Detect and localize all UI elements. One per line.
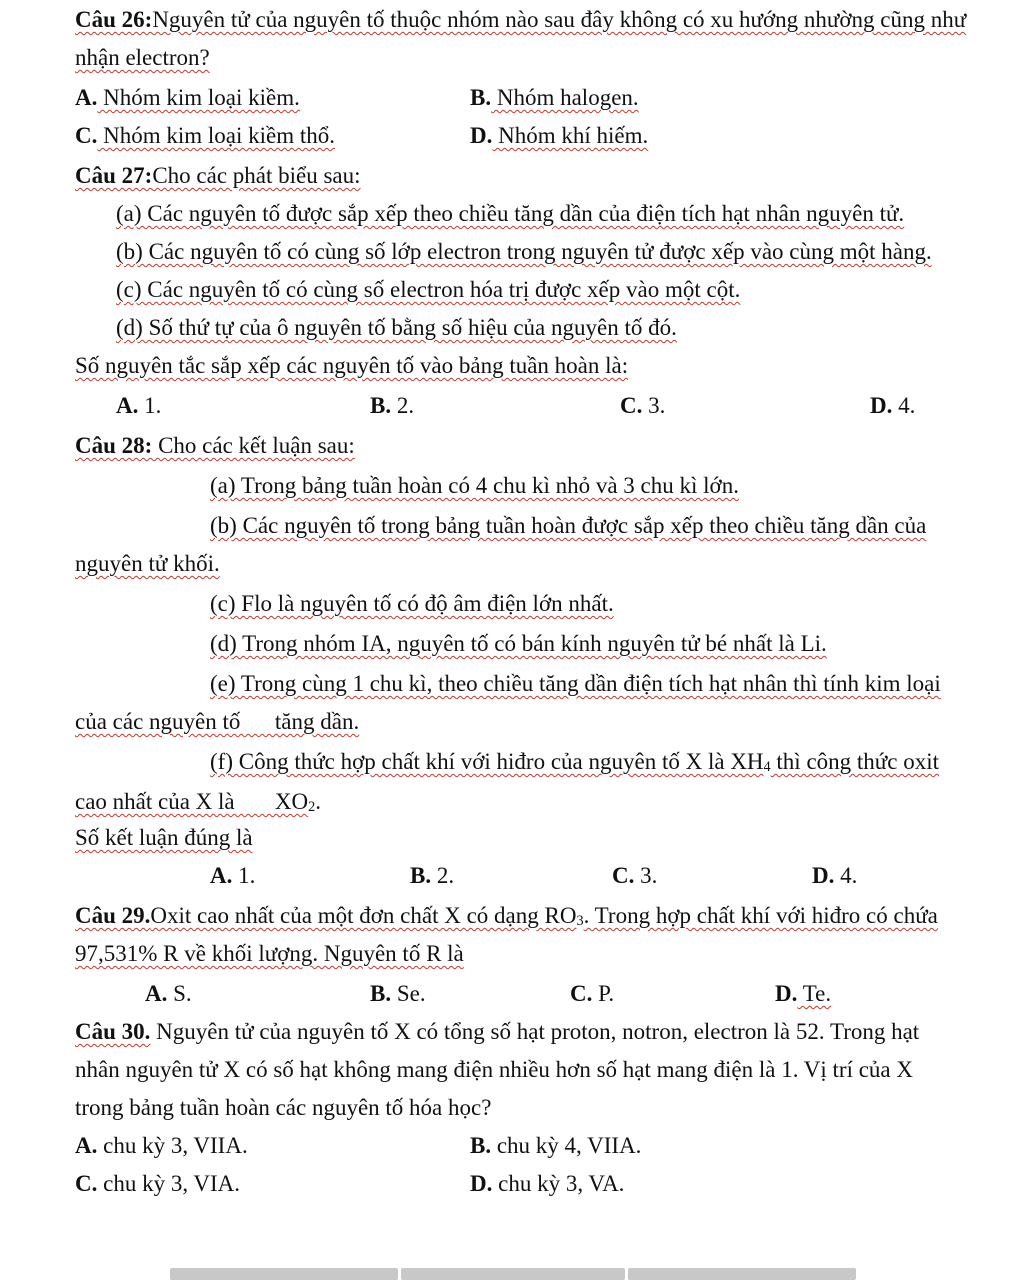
statement-28-e-cont: của các nguyên tố tăng dần. [75,709,360,734]
statement-28-b-cont: nguyên tử khối. [75,551,220,576]
option-26-b: B. Nhóm halogen. [470,85,639,110]
statement-28-f-cont: cao nhất của X là $XO_2$. [75,789,321,816]
question-29-line-1: Câu 29.Oxit cao nhất của một đơn chất X có dạng $RO_3$. Trong hợp chất khí với hiđro có chứa [75,903,938,930]
statement-28-f: (f) Công thức hợp chất khí với hiđro của nguyên tố X là $XH_4$ thì công thức oxit [210,749,940,776]
statement-28-c: (c) Flo là nguyên tố có độ âm điện lớn nhất. [210,591,614,616]
question-26-line-1 [75,8,966,31]
option-28-c: C. 3. [612,863,658,888]
statement-27-c: (c) Các nguyên tố có cùng số electron hóa trị được xếp vào một cột. [116,277,741,302]
page-strip-segment-3[interactable] [628,1268,856,1280]
question-30-line-2: nhân nguyên tử X có số hạt không mang điện nhiều hơn số hạt mang điện là 1. Vị trí của X [75,1057,913,1082]
option-28-d: D. 4. [812,863,858,888]
option-28-a: A. 1. [210,863,256,888]
statement-27-b: (b) Các nguyên tố có cùng số lớp electron trong nguyên tử được xếp vào cùng một hàng. [116,239,932,264]
page-strip-segment-2[interactable] [401,1268,625,1280]
question-26-text: Nguyên tử của nguyên tố thuộc nhóm nào sau đây không có xu hướng nhường cũng như [152,7,967,32]
statement-28-d: (d) Trong nhóm IA, nguyên tố có bán kính nguyên tử bé nhất là Li. [210,631,827,656]
question-27-line-1: Câu 27:Cho các phát biểu sau: [75,163,361,188]
question-30-line-1: Câu 30. Nguyên tử của nguyên tố X có tổng số hạt proton, notron, electron là 52. Trong hạt [75,1019,920,1044]
question-28-line-1: Câu 28: Cho các kết luận sau: [75,433,355,458]
option-27-b: B. 2. [370,393,415,418]
option-27-a: A. 1. [116,393,162,418]
statement-27-a: (a) Các nguyên tố được sắp xếp theo chiều tăng dần của điện tích hạt nhân nguyên tử. [116,201,905,226]
option-30-a: A. chu kỳ 3, VIIA. [75,1133,248,1158]
option-28-b: B. 2. [410,863,455,888]
question-29-line-2: 97,531% R về khối lượng. Nguyên tố R là [75,941,464,966]
statement-27-d: (d) Số thứ tự của ô nguyên tố bằng số hiệu của nguyên tố đó. [116,315,677,340]
option-29-d: D. Te. [775,981,832,1006]
option-30-c: C. chu kỳ 3, VIA. [75,1171,241,1196]
question-28-prompt: Số kết luận đúng là [75,825,253,850]
question-27-number: Câu 27: [75,163,153,188]
statement-28-a: (a) Trong bảng tuần hoàn có 4 chu kì nhỏ và 3 chu kì lớn. [210,473,739,498]
option-26-c: C. Nhóm kim loại kiềm thổ. [75,123,336,148]
question-30-line-3: trong bảng tuần hoàn các nguyên tố hóa học? [75,1095,492,1120]
question-26-line-2: nhận electron? [75,45,210,70]
page-strip-segment-1[interactable] [170,1268,398,1280]
question-30-number: Câu 30. [75,1019,151,1044]
option-30-d: D. chu kỳ 3, VA. [470,1171,625,1196]
option-26-a: A. Nhóm kim loại kiềm. [75,85,300,110]
question-26-number: Câu 26: [75,7,153,32]
option-30-b: B. chu kỳ 4, VIIA. [470,1133,642,1158]
question-29-number: Câu 29. [75,903,151,928]
option-29-c: C. P. [570,981,615,1006]
statement-28-e: (e) Trong cùng 1 chu kì, theo chiều tăng dần điện tích hạt nhân thì tính kim loại [210,671,941,696]
question-27-prompt: Số nguyên tắc sắp xếp các nguyên tố vào bảng tuần hoàn là: [75,353,629,378]
question-28-number: Câu 28: [75,433,153,458]
option-26-d: D. Nhóm khí hiếm. [470,123,649,148]
option-27-d: D. 4. [870,393,916,418]
option-29-b: B. Se. [370,981,426,1006]
statement-28-b: (b) Các nguyên tố trong bảng tuần hoàn được sắp xếp theo chiều tăng dần của [210,513,927,538]
option-27-c: C. 3. [620,393,666,418]
option-29-a: A. S. [145,981,192,1006]
